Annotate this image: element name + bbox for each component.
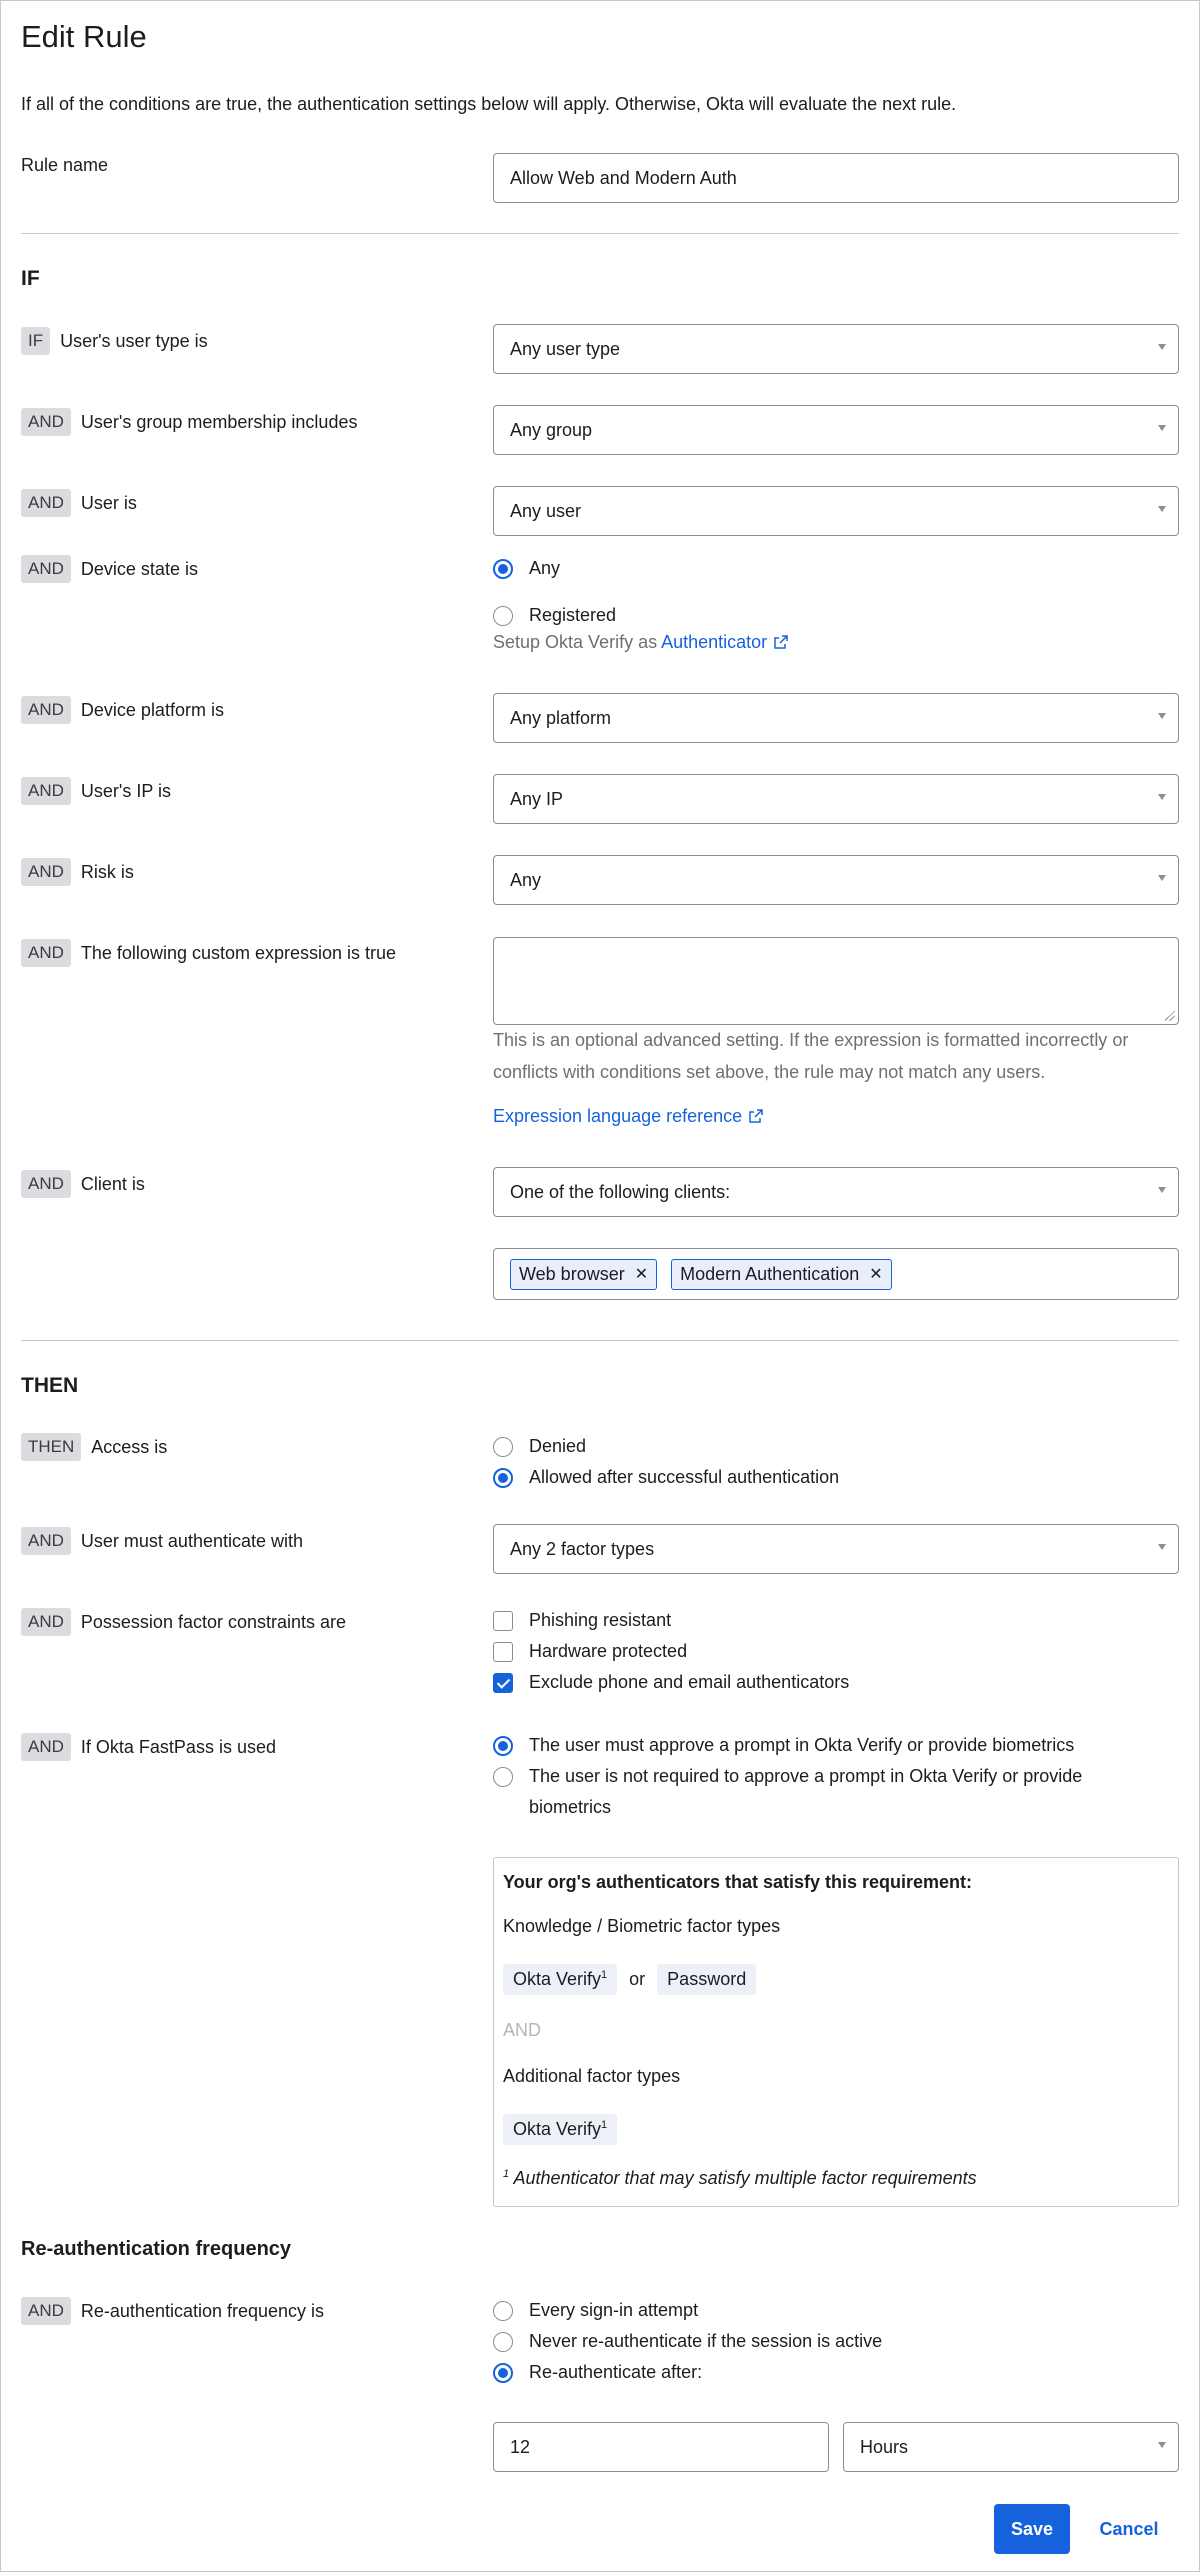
client-tag-web-browser xyxy=(510,1259,657,1290)
radio-unchecked-icon[interactable] xyxy=(493,2332,513,2352)
and-badge: AND xyxy=(21,858,71,886)
user-value: Any user xyxy=(510,500,582,521)
radio-unchecked-icon[interactable] xyxy=(493,2301,513,2321)
reauth-every-signin-radio[interactable] xyxy=(493,2300,698,2321)
and-badge: AND xyxy=(21,1527,71,1555)
rule-name-value: Allow Web and Modern Auth xyxy=(510,167,737,188)
reauth-every-signin-label: Every sign-in attempt xyxy=(529,2300,699,2320)
rule-name-input[interactable] xyxy=(493,153,1179,203)
and-badge: AND xyxy=(21,1170,71,1198)
phishing-resistant-checkbox[interactable] xyxy=(493,1610,671,1631)
client-select[interactable] xyxy=(493,1167,1179,1217)
divider xyxy=(21,233,1179,234)
device-platform-select[interactable] xyxy=(493,693,1179,743)
password-chip xyxy=(657,1964,756,1995)
then-heading: THEN xyxy=(21,1374,79,1397)
access-condition xyxy=(21,1433,167,1461)
fastpass-label: If Okta FastPass is used xyxy=(80,1736,276,1757)
authenticator-link[interactable] xyxy=(661,632,789,652)
reauth-amount-value: 12 xyxy=(510,2436,531,2457)
ip-label: User's IP is xyxy=(80,780,172,801)
fastpass-not-required-label: The user is not required to approve a prompt in Okta Verify or provide xyxy=(529,1766,1083,1786)
risk-label: Risk is xyxy=(80,861,134,882)
rule-name-label-text: Rule name xyxy=(21,155,109,175)
chevron-down-icon xyxy=(1158,713,1166,719)
chip-label: Okta Verify xyxy=(513,2119,602,2139)
risk-select[interactable] xyxy=(493,855,1179,905)
chip-label: Okta Verify xyxy=(513,1969,602,1989)
group-condition xyxy=(21,408,357,436)
and-badge: AND xyxy=(21,1733,71,1761)
phishing-resistant-label: Phishing resistant xyxy=(529,1610,672,1630)
device-state-registered-radio[interactable] xyxy=(493,605,616,626)
expression-condition xyxy=(21,939,396,967)
chip-footnote-marker: 1 xyxy=(601,2119,608,2131)
client-label: Client is xyxy=(80,1173,145,1194)
footnote-text: Authenticator that may satisfy multiple factor requirements xyxy=(513,2168,977,2188)
radio-checked-icon[interactable] xyxy=(493,1736,513,1756)
cancel-button[interactable]: Cancel xyxy=(1089,2504,1169,2554)
reauth-never-radio[interactable] xyxy=(493,2331,882,2352)
device-platform-value: Any platform xyxy=(510,707,612,728)
user-condition xyxy=(21,489,137,517)
radio-unchecked-icon[interactable] xyxy=(493,1767,513,1787)
expression-help-line2: conflicts with conditions set above, the rule may not match any users. xyxy=(493,1062,1046,1082)
ip-select[interactable] xyxy=(493,774,1179,824)
chip-footnote-marker: 1 xyxy=(601,1969,608,1981)
group-select[interactable] xyxy=(493,405,1179,455)
device-platform-label: Device platform is xyxy=(80,699,224,720)
possession-condition xyxy=(21,1608,346,1636)
radio-unchecked-icon[interactable] xyxy=(493,1437,513,1457)
client-value: One of the following clients: xyxy=(510,1181,731,1202)
device-platform-condition xyxy=(21,696,224,724)
tag-label: Modern Authentication xyxy=(680,1263,860,1284)
client-condition xyxy=(21,1170,145,1198)
fastpass-not-required-radio[interactable] xyxy=(493,1766,1082,1787)
external-link-icon xyxy=(773,634,789,650)
chip-label: Password xyxy=(667,1969,747,1989)
knowledge-factor-label: Knowledge / Biometric factor types xyxy=(503,1916,781,1936)
risk-condition xyxy=(21,858,134,886)
intro-text: If all of the conditions are true, the authentication settings below will apply. Otherwise, Okta will evaluate the next rule. xyxy=(21,94,957,114)
access-allowed-label: Allowed after successful authentication xyxy=(529,1467,840,1487)
user-select[interactable] xyxy=(493,486,1179,536)
reauth-unit-select[interactable] xyxy=(843,2422,1179,2472)
additional-factor-chips xyxy=(503,2114,617,2145)
user-type-select[interactable] xyxy=(493,324,1179,374)
reauth-condition xyxy=(21,2297,324,2325)
checkbox-unchecked-icon[interactable] xyxy=(493,1611,513,1631)
ip-condition xyxy=(21,777,171,805)
chevron-down-icon xyxy=(1158,1544,1166,1550)
authenticate-with-select[interactable] xyxy=(493,1524,1179,1574)
authenticators-info-box xyxy=(493,1857,1179,2207)
rule-name-label xyxy=(21,155,108,176)
authenticate-with-value: Any 2 factor types xyxy=(510,1538,655,1559)
user-label: User is xyxy=(80,492,137,513)
resize-handle-icon[interactable] xyxy=(1165,1011,1175,1021)
reauth-after-label: Re-authenticate after: xyxy=(529,2362,703,2382)
expression-help-line1: This is an optional advanced setting. If the expression is formatted incorrectly or xyxy=(493,1030,1129,1050)
tag-label: Web browser xyxy=(519,1263,625,1284)
radio-checked-icon[interactable] xyxy=(493,1468,513,1488)
exclude-phone-email-label: Exclude phone and email authenticators xyxy=(529,1672,850,1692)
chevron-down-icon xyxy=(1158,1187,1166,1193)
device-state-label: Device state is xyxy=(80,558,198,579)
reauth-never-label: Never re-authenticate if the session is active xyxy=(529,2331,883,2351)
access-allowed-radio[interactable] xyxy=(493,1467,839,1488)
fastpass-condition xyxy=(21,1733,276,1761)
device-state-registered-label: Registered xyxy=(529,605,617,625)
exclude-phone-email-checkbox[interactable] xyxy=(493,1672,849,1693)
and-badge: AND xyxy=(21,939,71,967)
client-tags-input[interactable] xyxy=(493,1248,1179,1300)
access-denied-label: Denied xyxy=(529,1436,587,1456)
radio-checked-icon[interactable] xyxy=(493,559,513,579)
chevron-down-icon xyxy=(1158,344,1166,350)
chevron-down-icon xyxy=(1158,506,1166,512)
expression-textarea[interactable] xyxy=(493,937,1179,1025)
device-state-any-radio[interactable] xyxy=(493,558,560,579)
possession-label: Possession factor constraints are xyxy=(80,1611,347,1632)
chevron-down-icon xyxy=(1158,794,1166,800)
page-title: Edit Rule xyxy=(21,19,147,54)
and-badge: AND xyxy=(21,408,71,436)
external-link-icon xyxy=(748,1108,764,1124)
and-separator: AND xyxy=(503,2020,542,2040)
and-badge: AND xyxy=(21,2297,71,2325)
or-text: or xyxy=(629,1969,646,1989)
ip-value: Any IP xyxy=(510,788,564,809)
access-label: Access is xyxy=(91,1436,168,1457)
helper-text: Setup Okta Verify as xyxy=(493,632,658,652)
group-value: Any group xyxy=(510,419,593,440)
device-state-condition xyxy=(21,555,198,583)
reauth-label: Re-authentication frequency is xyxy=(80,2300,325,2321)
reauth-after-radio[interactable] xyxy=(493,2362,702,2383)
reauth-unit-value: Hours xyxy=(860,2436,909,2457)
close-icon[interactable]: ✕ xyxy=(634,1266,649,1283)
expression-reference-link[interactable] xyxy=(493,1106,764,1127)
reauth-heading: Re-authentication frequency xyxy=(21,2238,292,2260)
and-badge: AND xyxy=(21,777,71,805)
checkbox-unchecked-icon[interactable] xyxy=(493,1642,513,1662)
expression-label: The following custom expression is true xyxy=(80,942,397,963)
knowledge-factor-chips xyxy=(503,1964,756,1995)
access-denied-radio[interactable] xyxy=(493,1436,586,1457)
and-badge: AND xyxy=(21,555,71,583)
risk-value: Any xyxy=(510,869,542,890)
user-type-value: Any user type xyxy=(510,338,621,359)
save-button[interactable]: Save xyxy=(994,2504,1070,2554)
checkbox-checked-icon[interactable] xyxy=(493,1673,513,1693)
and-badge: AND xyxy=(21,696,71,724)
fastpass-must-approve-label: The user must approve a prompt in Okta Verify or provide biometrics xyxy=(529,1735,1075,1755)
if-badge: IF xyxy=(21,327,50,355)
fastpass-must-approve-radio[interactable] xyxy=(493,1735,1074,1756)
expression-reference-link-text: Expression language reference xyxy=(493,1106,743,1126)
hardware-protected-label: Hardware protected xyxy=(529,1641,688,1661)
reauth-amount-input[interactable] xyxy=(493,2422,829,2472)
okta-verify-chip xyxy=(503,2114,617,2145)
group-label: User's group membership includes xyxy=(80,411,358,432)
authenticators-footnote xyxy=(503,2168,977,2189)
authenticate-with-condition xyxy=(21,1527,303,1555)
authenticate-with-label: User must authenticate with xyxy=(80,1530,304,1551)
authenticators-heading: Your org's authenticators that satisfy this requirement: xyxy=(503,1872,973,1892)
hardware-protected-checkbox[interactable] xyxy=(493,1641,687,1662)
additional-factor-label: Additional factor types xyxy=(503,2066,681,2086)
client-tag-modern-authentication xyxy=(671,1259,892,1290)
authenticator-link-text: Authenticator xyxy=(661,632,768,652)
user-type-label: User's user type is xyxy=(60,330,208,351)
chevron-down-icon xyxy=(1158,875,1166,881)
footnote-marker: 1 xyxy=(503,2168,510,2180)
fastpass-not-required-label-line2: biometrics xyxy=(529,1797,612,1817)
divider xyxy=(21,1340,1179,1341)
radio-checked-icon[interactable] xyxy=(493,2363,513,2383)
and-badge: AND xyxy=(21,489,71,517)
and-badge: AND xyxy=(21,1608,71,1636)
user-type-condition xyxy=(21,327,208,355)
chevron-down-icon xyxy=(1158,425,1166,431)
close-icon[interactable]: ✕ xyxy=(869,1266,883,1283)
if-heading: IF xyxy=(21,267,40,290)
device-state-any-label: Any xyxy=(529,558,561,578)
then-badge: THEN xyxy=(21,1433,81,1461)
radio-unchecked-icon[interactable] xyxy=(493,606,513,626)
chevron-down-icon xyxy=(1158,2442,1166,2448)
device-state-helper xyxy=(493,632,789,653)
okta-verify-chip xyxy=(503,1964,617,1995)
